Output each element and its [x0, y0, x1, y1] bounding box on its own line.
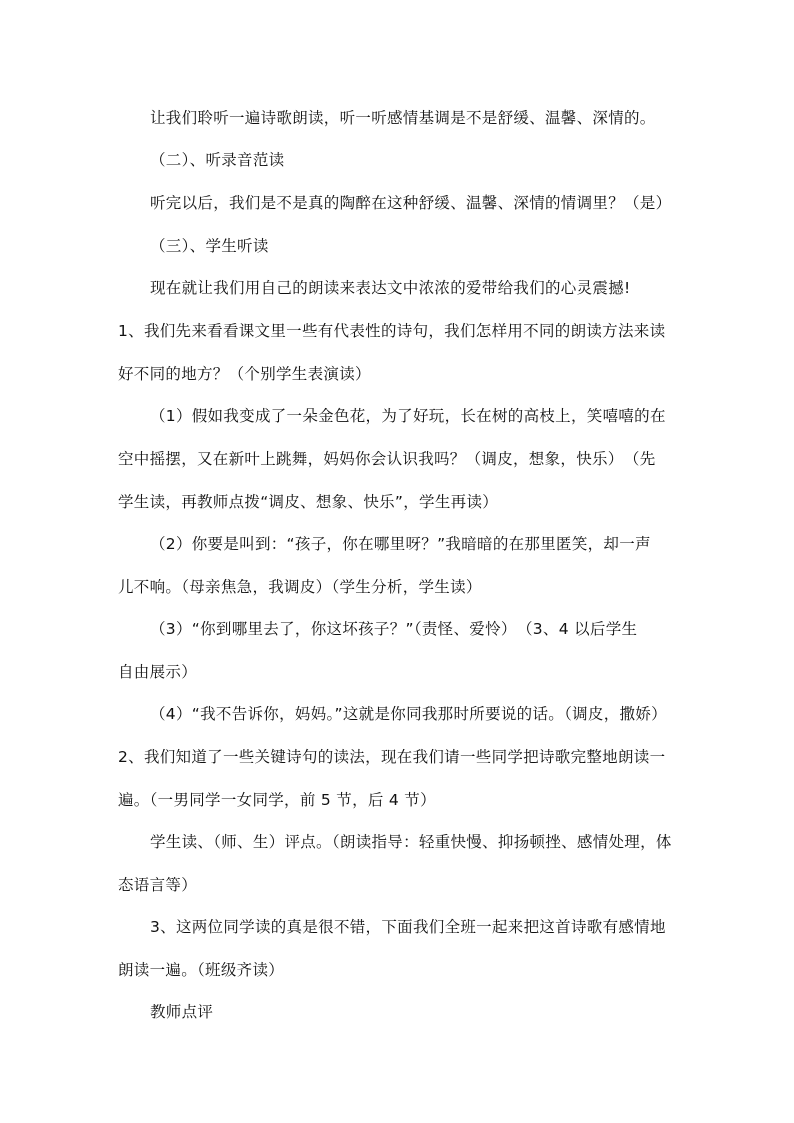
paragraph-line: 教师点评	[150, 1003, 214, 1021]
paragraph-line: 让我们聆听一遍诗歌朗读，听一听感情基调是不是舒缓、温馨、深情的。	[150, 109, 656, 127]
paragraph-line: 儿不响。（母亲焦急，我调皮）（学生分析，学生读）	[118, 578, 482, 596]
paragraph-line: （3）“你到哪里去了，你这坏孩子？”（责怪、爱怜） （3、4 以后学生	[150, 620, 638, 638]
paragraph-line: （2）你要是叫到：“孩子，你在哪里呀？”我暗暗的在那里匿笑，却一声	[150, 535, 651, 553]
paragraph-line: 学生读，再教师点拨“调皮、想象、快乐”，学生再读）	[118, 493, 499, 511]
paragraph-line: 听完以后，我们是不是真的陶醉在这种舒缓、温馨、深情的情调里？（是）	[150, 194, 672, 212]
paragraph-line: （4）“我不告诉你，妈妈。”这就是你同我那时所要说的话。（调皮，撒娇）	[150, 705, 667, 723]
section-heading: （三）、学生听读	[150, 237, 269, 255]
paragraph-line: 现在就让我们用自己的朗读来表达文中浓浓的爱带给我们的心灵震撼!	[150, 279, 631, 297]
paragraph-line: 2、我们知道了一些关键诗句的读法，现在我们请一些同学把诗歌完整地朗读一	[118, 748, 666, 766]
paragraph-line: 朗读一遍。（班级齐读）	[118, 961, 285, 979]
paragraph-line: 空中摇摆，又在新叶上跳舞，妈妈你会认识我吗？（调皮，想象，快乐） （先	[118, 450, 656, 468]
paragraph-line: 自由展示）	[118, 663, 198, 681]
section-heading: （二）、听录音范读	[150, 151, 285, 169]
paragraph-line: 3、这两位同学读的真是很不错，下面我们全班一起来把这首诗歌有感情地	[150, 918, 666, 936]
paragraph-line: 学生读、（师、生）评点。（朗读指导：轻重快慢、抑扬顿挫、感情处理，体	[150, 833, 672, 851]
paragraph-line: 好不同的地方？（个别学生表演读）	[118, 365, 371, 383]
paragraph-line: 1、我们先来看看课文里一些有代表性的诗句，我们怎样用不同的朗读方法来读	[118, 322, 666, 340]
paragraph-line: 遍。（一男同学一女同学，前 5 节，后 4 节）	[118, 791, 436, 809]
paragraph-line: 态语言等）	[118, 876, 198, 894]
paragraph-line: （1）假如我变成了一朵金色花，为了好玩，长在树的高枝上，笑嘻嘻的在	[150, 407, 666, 425]
